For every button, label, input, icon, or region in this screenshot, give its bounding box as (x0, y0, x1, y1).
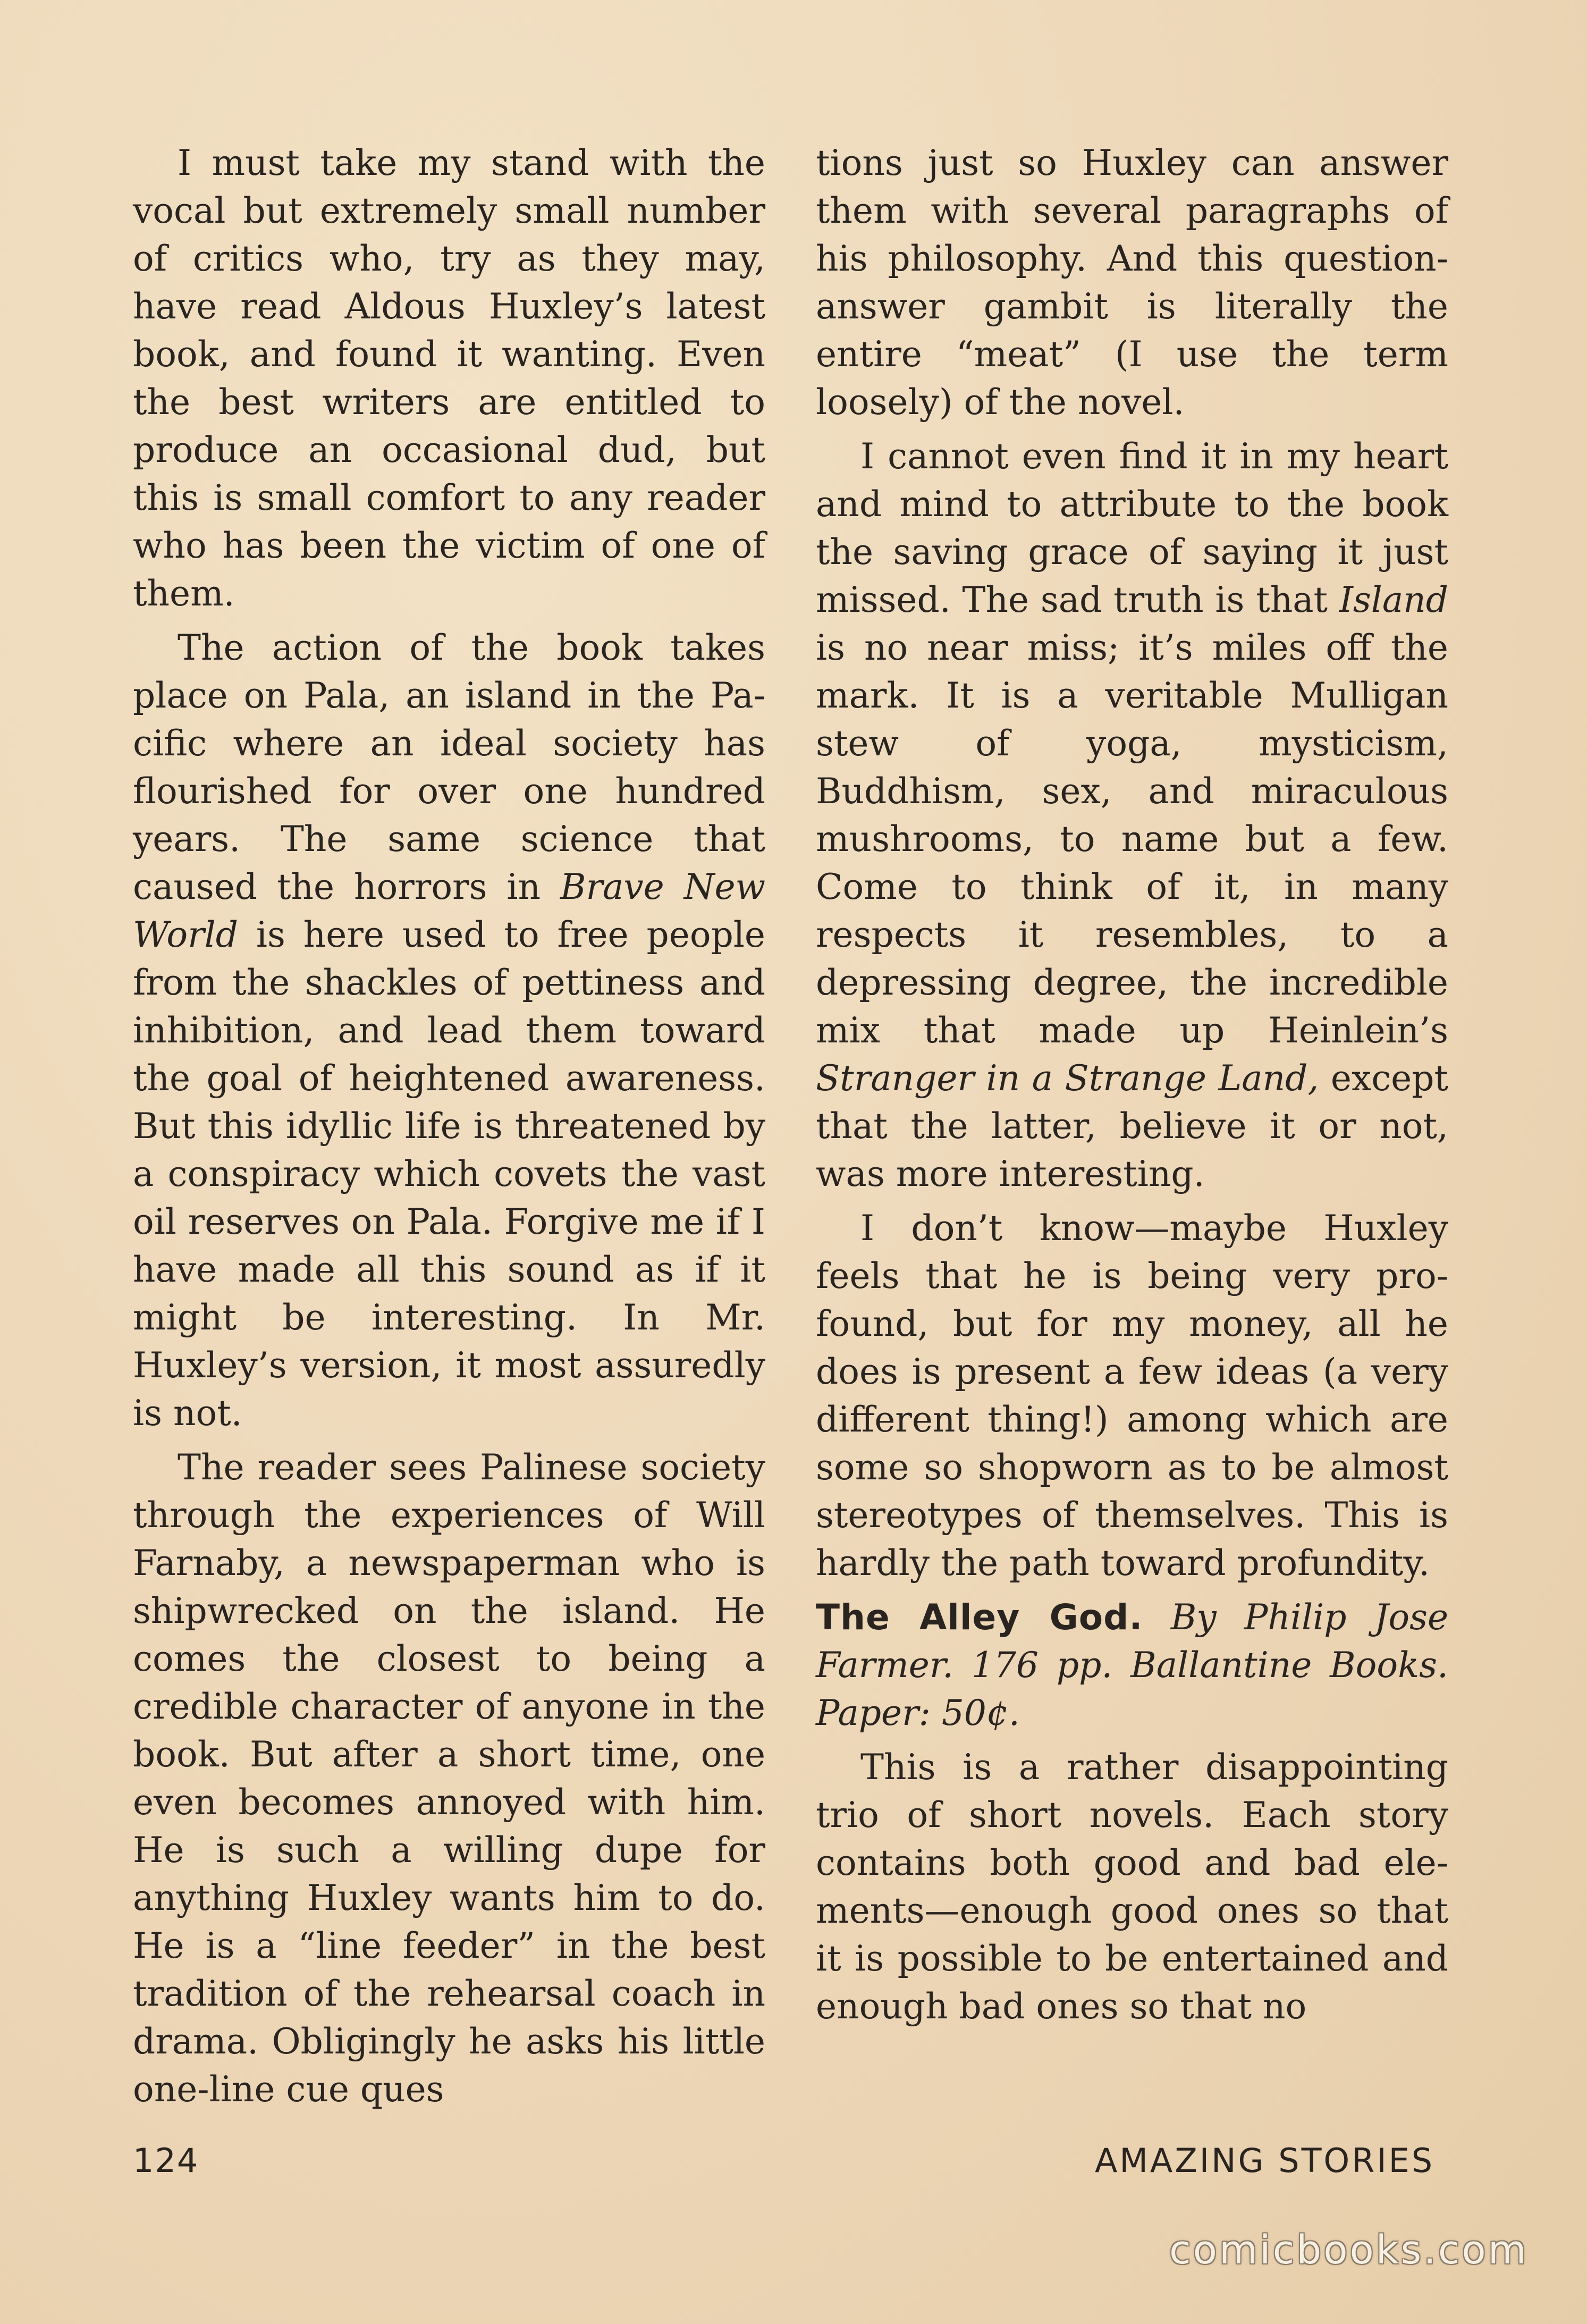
magazine-name: AMAZING STORIES (1095, 2141, 1435, 2180)
paragraph: The reader sees Palinese society through the experiences of Will Farnaby, a newspaperman who is shipwrecked on the island. He comes the closest to being a credible character of anyone in the book. But after a short time, one even becomes annoyed with him. He is such a willing dupe for anything Huxley wants him to do. He is a “line feeder” in the best tradition of the rehearsal coach in drama. Obligingly he asks his little one-line cue ques (133, 1447, 765, 2110)
book-title: The Alley God. (816, 1597, 1143, 1638)
text-run: The action of the book takes place on Pala, an island in the Pacific where an ideal society has flourished for over one hundred years. The same science that caused the horrors in (133, 627, 765, 907)
paragraph: I don’t know—maybe Huxley feels that he is being very profound, but for my money, all he does is present a few ideas (a very different thing!) among which are some so shopworn as to be almost stereotypes of themselves. This is hardly the path toward profundity. (816, 1208, 1448, 1584)
watermark: comicbooks.com (1169, 2227, 1529, 2273)
left-column (133, 139, 765, 2120)
paragraph: This is a rather disappointing trio of short novels. Each story contains both good and bad elements—enough good ones so that it is possible to be entertained and enough bad ones so that no (816, 1747, 1448, 2027)
text-run: I cannot even find it in my heart and mind to attribute to the book the saving grace of saying it just missed. The sad truth is that (816, 436, 1448, 620)
paragraph (133, 624, 765, 1437)
text-run: is no near miss; it’s miles off the mark. It is a veritable Mulligan stew of yoga, mysticism, Buddhism, sex, and miraculous mushrooms, to name but a few. Come to think of it, in many respects it resembles, to a depressing degree, the incredible mix that made up Heinlein’s (816, 627, 1448, 1051)
page-number: 124 (133, 2141, 199, 2180)
book-title-italic: Stranger in a Strange Land, (816, 1058, 1319, 1099)
paragraph (816, 433, 1448, 1198)
book-title-italic: Island (1339, 579, 1448, 620)
text-run: is here used to free people from the shackles of pettiness and inhibition, and lead them toward the goal of heightened awareness. But this idyllic life is threatened by a conspiracy which covets the vast oil reserves on Pala. Forgive me if I have made all this sound as if it might be interesting. In Mr. Huxley’s version, it most assuredly is not. (133, 914, 765, 1434)
paragraph: I must take my stand with the vocal but extremely small number of critics who, try as they may, have read Aldous Huxley’s latest book, and found it wanting. Even the best writers are entitled to produce an occasional dud, but this is small comfort to any reader who has been the victim of one of them. (133, 142, 765, 614)
book-review-heading (816, 1594, 1448, 1737)
text-run: except that the latter, believe it or not, was more interesting. (816, 1058, 1448, 1194)
right-column (816, 139, 1448, 2037)
book-details: By Philip Jose Farmer. 176 pp. Ballantine Books. Paper: 50¢. (816, 1597, 1448, 1733)
book-title-italic: Brave New World (133, 866, 765, 955)
paragraph-continued: tions just so Huxley can answer them with several paragraphs of his philosophy. And this question-answer gambit is literally the entire “meat” (I use the term loosely) of the novel. (816, 142, 1448, 423)
